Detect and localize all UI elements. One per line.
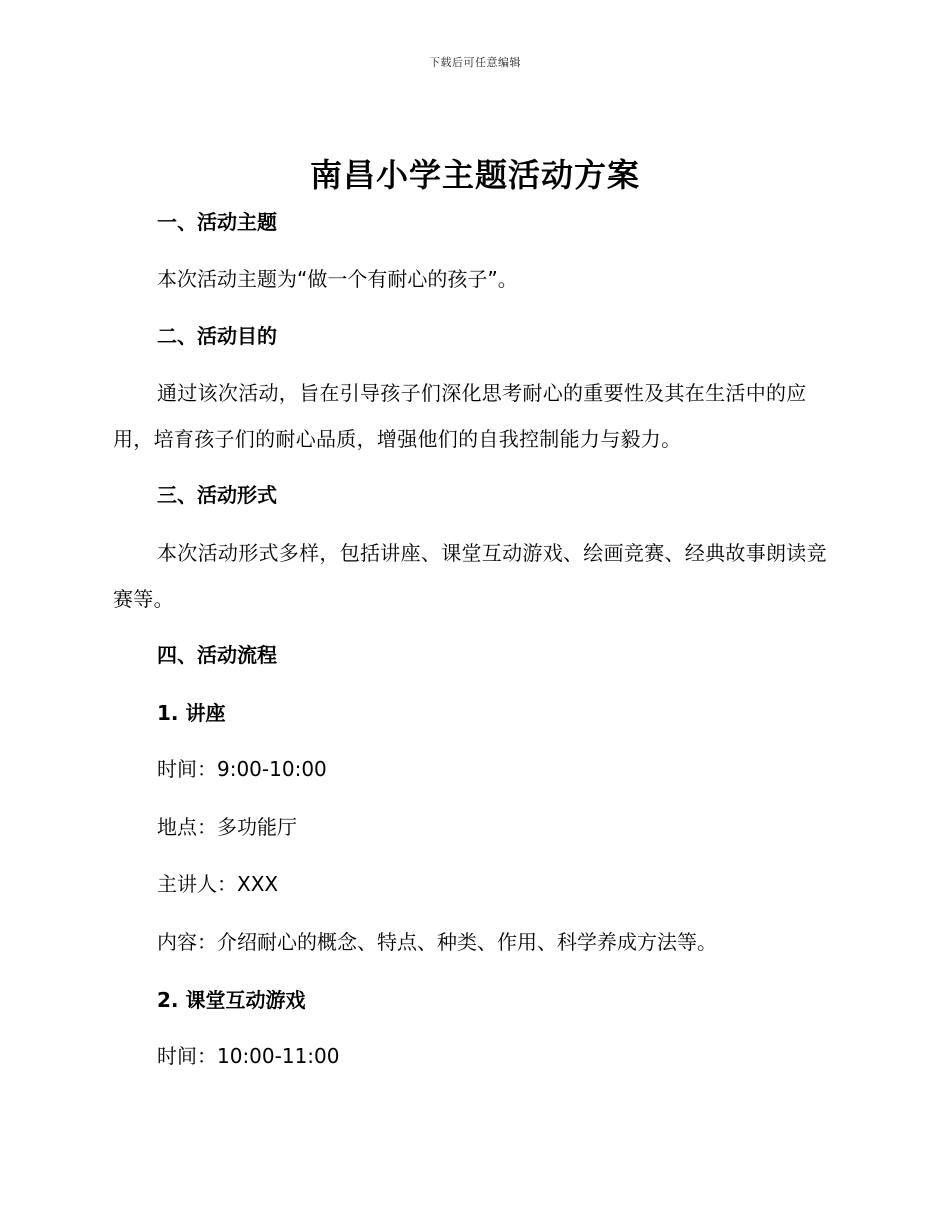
game-time: 时间：10:00-11:00 (157, 1044, 340, 1068)
section-heading-theme: 一、活动主题 (157, 210, 277, 234)
lecture-content: 内容：介绍耐心的概念、特点、种类、作用、科学养成方法等。 (157, 930, 717, 954)
subheading-game: 2. 课堂互动游戏 (157, 988, 306, 1012)
section-text-theme: 本次活动主题为“做一个有耐心的孩子”。 (157, 267, 518, 291)
header-note: 下载后可任意编辑 (429, 56, 521, 69)
subheading-lecture: 1. 讲座 (157, 701, 226, 725)
lecture-place: 地点：多功能厅 (157, 815, 297, 839)
section-text-purpose: 通过该次活动，旨在引导孩子们深化思考耐心的重要性及其在生活中的应用，培育孩子们的耐心品质，增强他们的自我控制能力与毅力。 (113, 381, 807, 451)
section-heading-format: 三、活动形式 (157, 483, 277, 507)
section-heading-process: 四、活动流程 (157, 643, 277, 667)
section-heading-purpose: 二、活动目的 (157, 324, 277, 348)
lecture-speaker: 主讲人：XXX (157, 872, 279, 896)
document-title: 南昌小学主题活动方案 (309, 156, 640, 194)
section-text-format: 本次活动形式多样，包括讲座、课堂互动游戏、绘画竞赛、经典故事朗读竞赛等。 (113, 541, 827, 611)
lecture-time: 时间：9:00-10:00 (157, 757, 327, 781)
